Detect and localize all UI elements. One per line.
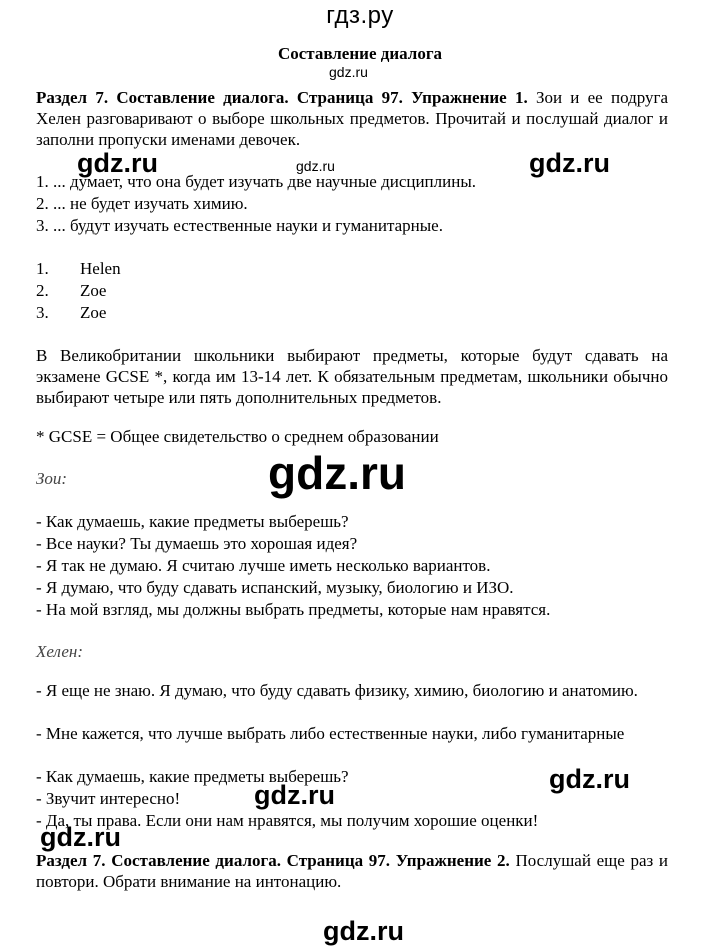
helen-line: - Звучит интересно! xyxy=(36,789,181,808)
zoe-line: - Как думаешь, какие предметы выберешь? xyxy=(36,512,349,531)
helen-line: - Как думаешь, какие предметы выберешь? xyxy=(36,767,349,786)
zoe-line: - Все науки? Ты думаешь это хорошая идея? xyxy=(36,534,358,553)
helen-line: - Да, ты права. Если они нам нравятся, мы получим хорошие оценки! xyxy=(36,811,539,830)
exercise-2-heading: Раздел 7. Составление диалога. Страница 97. Упражнение 2. xyxy=(36,851,510,870)
helen-line: - Мне кажется, что лучше выбрать либо естественные науки, либо гуманитарные xyxy=(36,724,625,743)
watermark: gdz.ru xyxy=(323,916,404,946)
statement-3: 3. ... будут изучать естественные науки и гуманитарные. xyxy=(36,216,443,235)
answer-number: 1. xyxy=(36,259,49,278)
zoe-line: - Я думаю, что буду сдавать испанский, музыку, биологию и ИЗО. xyxy=(36,578,514,597)
page-title: Составление диалога xyxy=(277,44,443,63)
answer-row xyxy=(36,280,106,301)
zoe-line: - На мой взгляд, мы должны выбрать предметы, которые нам нравятся. xyxy=(36,600,551,619)
exercise-1-heading: Раздел 7. Составление диалога. Страница 97. Упражнение 1. xyxy=(36,88,528,107)
watermark: gdz.ru xyxy=(296,158,335,174)
zoe-label: Зои: xyxy=(36,469,68,488)
answer-number: 3. xyxy=(36,303,49,322)
statement-1: 1. ... думает, что она будет изучать две научные дисциплины. xyxy=(36,172,477,191)
statement-2: 2. ... не будет изучать химию. xyxy=(36,194,248,213)
exercise-2 xyxy=(36,850,668,892)
answer-name: Helen xyxy=(80,259,121,278)
answer-number: 2. xyxy=(36,281,49,300)
exercise-1-instruction: Зои и ее подруга Хелен разговаривают о выборе школьных предметов. Прочитай и послушай диалог и заполни пропуски именами девочек. xyxy=(36,88,669,149)
site-header[interactable]: гдз.ру xyxy=(326,2,394,29)
answer-name: Zoe xyxy=(80,303,107,322)
footnote: * GCSE = Общее свидетельство о среднем образовании xyxy=(36,427,439,446)
watermark: gdz.ru xyxy=(329,64,368,80)
helen-label: Хелен: xyxy=(36,642,83,661)
exercise-2-instruction: Послушай еще раз и повтори. Обрати внимание на интонацию. xyxy=(36,851,669,891)
helen-line: - Я еще не знаю. Я думаю, что буду сдавать физику, химию, биологию и анатомию. xyxy=(36,681,638,700)
watermark: gdz.ru xyxy=(268,447,406,499)
exercise-1-intro xyxy=(36,87,668,150)
zoe-line: - Я так не думаю. Я считаю лучше иметь несколько вариантов. xyxy=(36,556,491,575)
watermark: gdz.ru xyxy=(40,822,121,852)
watermark: gdz.ru xyxy=(254,780,335,810)
answer-row xyxy=(36,302,106,323)
info-paragraph: В Великобритании школьники выбирают предметы, которые будут сдавать на экзамене GCSE *, когда им 13-14 лет. К обязательным предметам, школьники обычно выбирают четыре или пять дополнительных предметов. xyxy=(36,346,668,407)
watermark: gdz.ru xyxy=(77,148,158,178)
watermark: gdz.ru xyxy=(529,148,610,178)
answer-name: Zoe xyxy=(80,281,107,300)
answer-row xyxy=(36,258,121,279)
watermark: gdz.ru xyxy=(549,764,630,794)
